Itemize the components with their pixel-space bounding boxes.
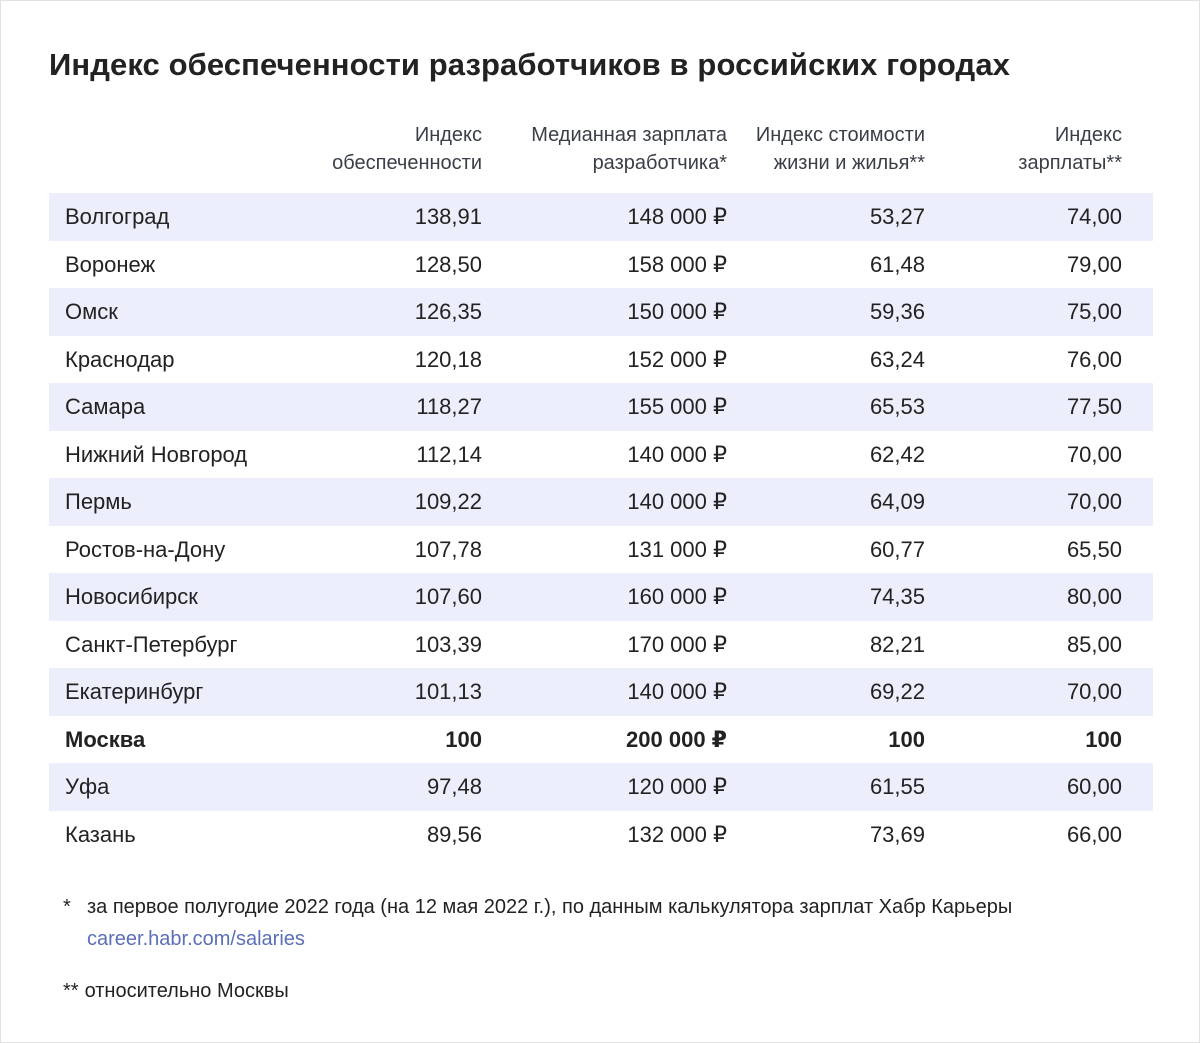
footnote-2-mark: ** bbox=[63, 980, 79, 1002]
city-cell: Казань bbox=[65, 821, 136, 847]
salary-cell: 148 000 ₽ bbox=[627, 204, 727, 229]
page-title: Индекс обеспеченности разработчиков в российских городах bbox=[49, 47, 1010, 82]
table-row bbox=[49, 336, 1153, 384]
cost-index-cell: 73,69 bbox=[869, 821, 925, 847]
cost-index-cell: 61,48 bbox=[869, 251, 925, 277]
footnote-1 bbox=[63, 891, 1012, 955]
salary-index-cell: 70,00 bbox=[1066, 679, 1122, 704]
salary-cell: 160 000 ₽ bbox=[627, 584, 727, 609]
salary-index-cell: 77,50 bbox=[1066, 394, 1122, 419]
salary-index-cell: 85,00 bbox=[1066, 631, 1122, 657]
index-cell: 97,48 bbox=[426, 774, 482, 799]
cost-index-cell: 62,42 bbox=[869, 441, 925, 467]
footnote-2-text: относительно Москвы bbox=[84, 980, 289, 1002]
footnotes bbox=[63, 891, 1012, 1007]
city-cell: Самара bbox=[65, 394, 146, 419]
salary-index-cell: 76,00 bbox=[1066, 346, 1122, 372]
cost-index-cell: 60,77 bbox=[869, 536, 925, 562]
city-cell: Нижний Новгород bbox=[65, 441, 248, 467]
table-row bbox=[49, 431, 1153, 479]
footnote-1-mark: * bbox=[63, 896, 71, 918]
table-row bbox=[49, 288, 1153, 336]
salary-index-cell: 80,00 bbox=[1066, 584, 1122, 609]
cost-index-cell: 53,27 bbox=[869, 204, 925, 229]
index-cell: 128,50 bbox=[414, 251, 482, 277]
index-cell: 120,18 bbox=[414, 346, 482, 372]
salary-index-cell: 74,00 bbox=[1066, 204, 1122, 229]
salary-cell: 150 000 ₽ bbox=[627, 299, 727, 324]
salary-index-cell: 66,00 bbox=[1066, 821, 1122, 847]
cost-index-cell: 65,53 bbox=[869, 394, 925, 419]
table-body bbox=[49, 193, 1153, 858]
table-row bbox=[49, 811, 1153, 859]
index-cell: 103,39 bbox=[414, 631, 482, 657]
cost-index-cell: 64,09 bbox=[869, 489, 925, 514]
table-row bbox=[49, 621, 1153, 669]
index-cell: 101,13 bbox=[414, 679, 482, 704]
city-cell: Новосибирск bbox=[65, 584, 198, 609]
footnote-1-text: за первое полугодие 2022 года (на 12 мая 2022 г.), по данным калькулятора зарплат Хабр Карьеры bbox=[87, 896, 1013, 918]
salary-cell: 158 000 ₽ bbox=[627, 251, 727, 277]
salary-cell: 120 000 ₽ bbox=[627, 774, 727, 799]
index-cell: 126,35 bbox=[414, 299, 482, 324]
cost-index-cell: 61,55 bbox=[869, 774, 925, 799]
index-cell: 109,22 bbox=[414, 489, 482, 514]
city-cell: Уфа bbox=[65, 774, 110, 799]
salary-index-cell: 60,00 bbox=[1066, 774, 1122, 799]
salary-index-cell: 75,00 bbox=[1066, 299, 1122, 324]
header-median-salary: Медианная зарплата разработчика* bbox=[531, 124, 727, 174]
city-cell: Ростов-на-Дону bbox=[65, 536, 226, 562]
salary-cell: 200 000 ₽ bbox=[626, 726, 727, 752]
cost-index-cell: 63,24 bbox=[869, 346, 925, 372]
header-cost-of-living: Индекс стоимости жизни и жилья** bbox=[755, 124, 925, 174]
salaries-link[interactable]: career.habr.com/salaries bbox=[87, 928, 305, 950]
salary-cell: 170 000 ₽ bbox=[627, 631, 727, 657]
city-cell: Воронеж bbox=[65, 251, 156, 277]
table-row bbox=[49, 716, 1153, 764]
salary-index-cell: 70,00 bbox=[1066, 441, 1122, 467]
footnote-2 bbox=[63, 975, 1012, 1007]
header-salary-index: Индекс зарплаты** bbox=[1018, 124, 1122, 174]
index-cell: 138,91 bbox=[414, 204, 482, 229]
salary-cell: 132 000 ₽ bbox=[627, 821, 727, 847]
salary-cell: 131 000 ₽ bbox=[627, 536, 727, 562]
table-row bbox=[49, 193, 1153, 241]
index-cell: 107,60 bbox=[414, 584, 482, 609]
cost-index-cell: 69,22 bbox=[869, 679, 925, 704]
salary-index-cell: 65,50 bbox=[1066, 536, 1122, 562]
cost-index-cell: 74,35 bbox=[869, 584, 925, 609]
header-index: Индекс обеспеченности bbox=[332, 124, 482, 174]
table-row bbox=[49, 241, 1153, 289]
cost-index-cell: 82,21 bbox=[869, 631, 925, 657]
table-row bbox=[49, 763, 1153, 811]
table-row bbox=[49, 573, 1153, 621]
table-row bbox=[49, 478, 1153, 526]
salary-cell: 140 000 ₽ bbox=[627, 441, 727, 467]
city-cell: Санкт-Петербург bbox=[65, 631, 238, 657]
city-cell: Краснодар bbox=[65, 346, 175, 372]
index-cell: 89,56 bbox=[426, 821, 482, 847]
index-table bbox=[49, 113, 1153, 858]
salary-index-cell: 100 bbox=[1085, 726, 1122, 752]
salary-index-cell: 70,00 bbox=[1066, 489, 1122, 514]
salary-cell: 140 000 ₽ bbox=[627, 679, 727, 704]
index-cell: 118,27 bbox=[416, 394, 482, 419]
cost-index-cell: 100 bbox=[888, 726, 925, 752]
salary-cell: 152 000 ₽ bbox=[627, 346, 727, 372]
index-cell: 107,78 bbox=[414, 536, 482, 562]
city-cell: Пермь bbox=[65, 489, 132, 514]
index-cell: 100 bbox=[445, 726, 482, 752]
salary-cell: 140 000 ₽ bbox=[627, 489, 727, 514]
city-cell: Волгоград bbox=[65, 204, 170, 229]
table-row bbox=[49, 526, 1153, 574]
salary-cell: 155 000 ₽ bbox=[627, 394, 727, 419]
cost-index-cell: 59,36 bbox=[869, 299, 925, 324]
salary-index-cell: 79,00 bbox=[1066, 251, 1122, 277]
city-cell: Омск bbox=[65, 299, 118, 324]
table-row bbox=[49, 383, 1153, 431]
index-cell: 112,14 bbox=[416, 441, 482, 467]
city-cell: Москва bbox=[65, 726, 146, 752]
table-header bbox=[49, 113, 1153, 193]
city-cell: Екатеринбург bbox=[65, 679, 204, 704]
table-row bbox=[49, 668, 1153, 716]
